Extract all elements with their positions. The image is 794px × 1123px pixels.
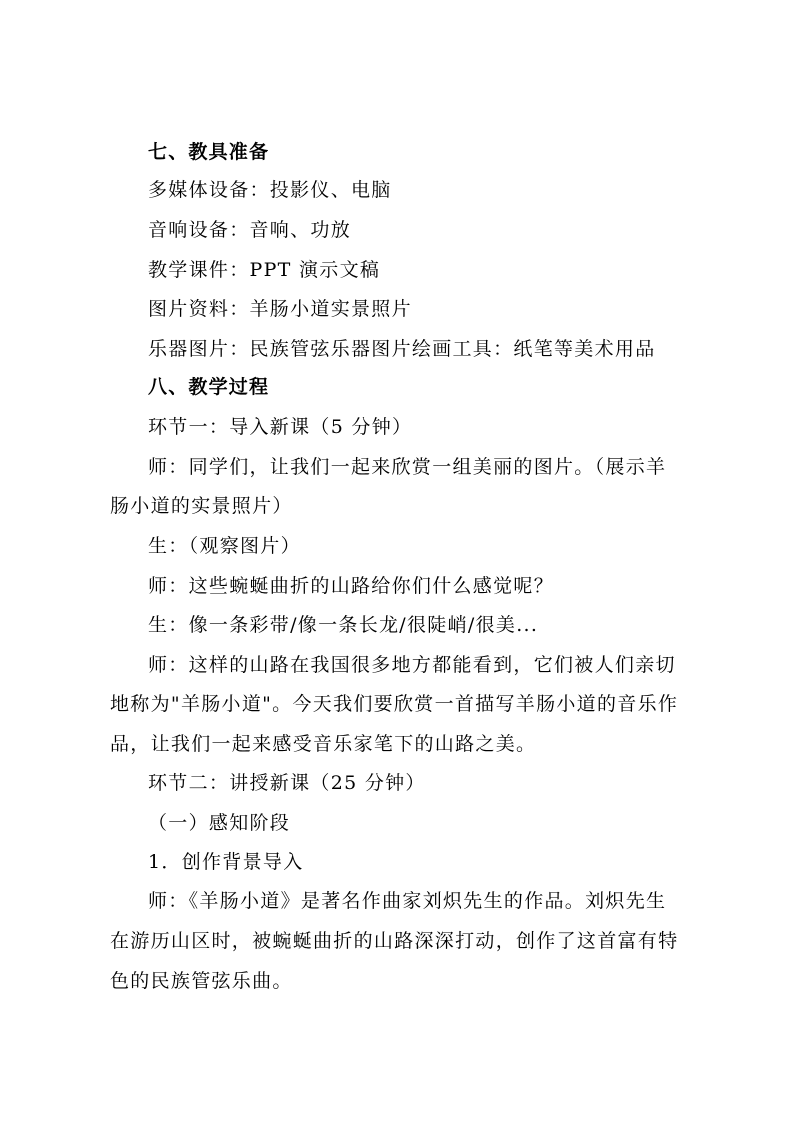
aid-item-multimedia: 多媒体设备：投影仪、电脑	[148, 179, 392, 201]
aid-item-pictures: 图片资料：羊肠小道实景照片	[148, 298, 412, 320]
step1-para5-line1: 师：这样的山路在我国很多地方都能看到，它们被人们亲切	[148, 654, 676, 676]
step1-para5-line3: 品，让我们一起来感受音乐家笔下的山路之美。	[110, 733, 537, 755]
step1-para1-line1: 师：同学们，让我们一起来欣赏一组美丽的图片。（展示羊	[148, 456, 667, 478]
step1-para1-line2: 肠小道的实景照片）	[110, 495, 293, 517]
aid-item-courseware: 教学课件：PPT 演示文稿	[148, 259, 381, 281]
step2-para1-line1: 师：《羊肠小道》是著名作曲家刘炽先生的作品。刘炽先生	[148, 890, 667, 912]
step1-para4: 生：像一条彩带/像一条长龙/很陡峭/很美...	[148, 614, 539, 636]
step1-para3: 师：这些蜿蜒曲折的山路给你们什么感觉呢？	[148, 575, 555, 597]
step1-para2: 生：（观察图片）	[148, 535, 301, 557]
aid-item-audio: 音响设备：音响、功放	[148, 219, 352, 241]
section-heading-teaching-aids: 七、教具准备	[148, 141, 270, 163]
step2-stage: （一）感知阶段	[148, 812, 291, 834]
step2-subheading: 1．创作背景导入	[148, 851, 304, 873]
aid-item-instruments: 乐器图片：民族管弦乐器图片绘画工具：纸笔等美术用品	[148, 338, 656, 360]
step2-title: 环节二：讲授新课（25 分钟）	[148, 772, 426, 794]
step1-para5-line2: 地称为"羊肠小道"。今天我们要欣赏一首描写羊肠小道的音乐作	[110, 693, 679, 715]
step2-para1-line2: 在游历山区时，被蜿蜒曲折的山路深深打动，创作了这首富有特	[110, 930, 679, 952]
step2-para1-line3: 色的民族管弦乐曲。	[110, 970, 293, 992]
step1-title: 环节一：导入新课（5 分钟）	[148, 416, 413, 438]
section-heading-teaching-process: 八、教学过程	[148, 376, 270, 398]
